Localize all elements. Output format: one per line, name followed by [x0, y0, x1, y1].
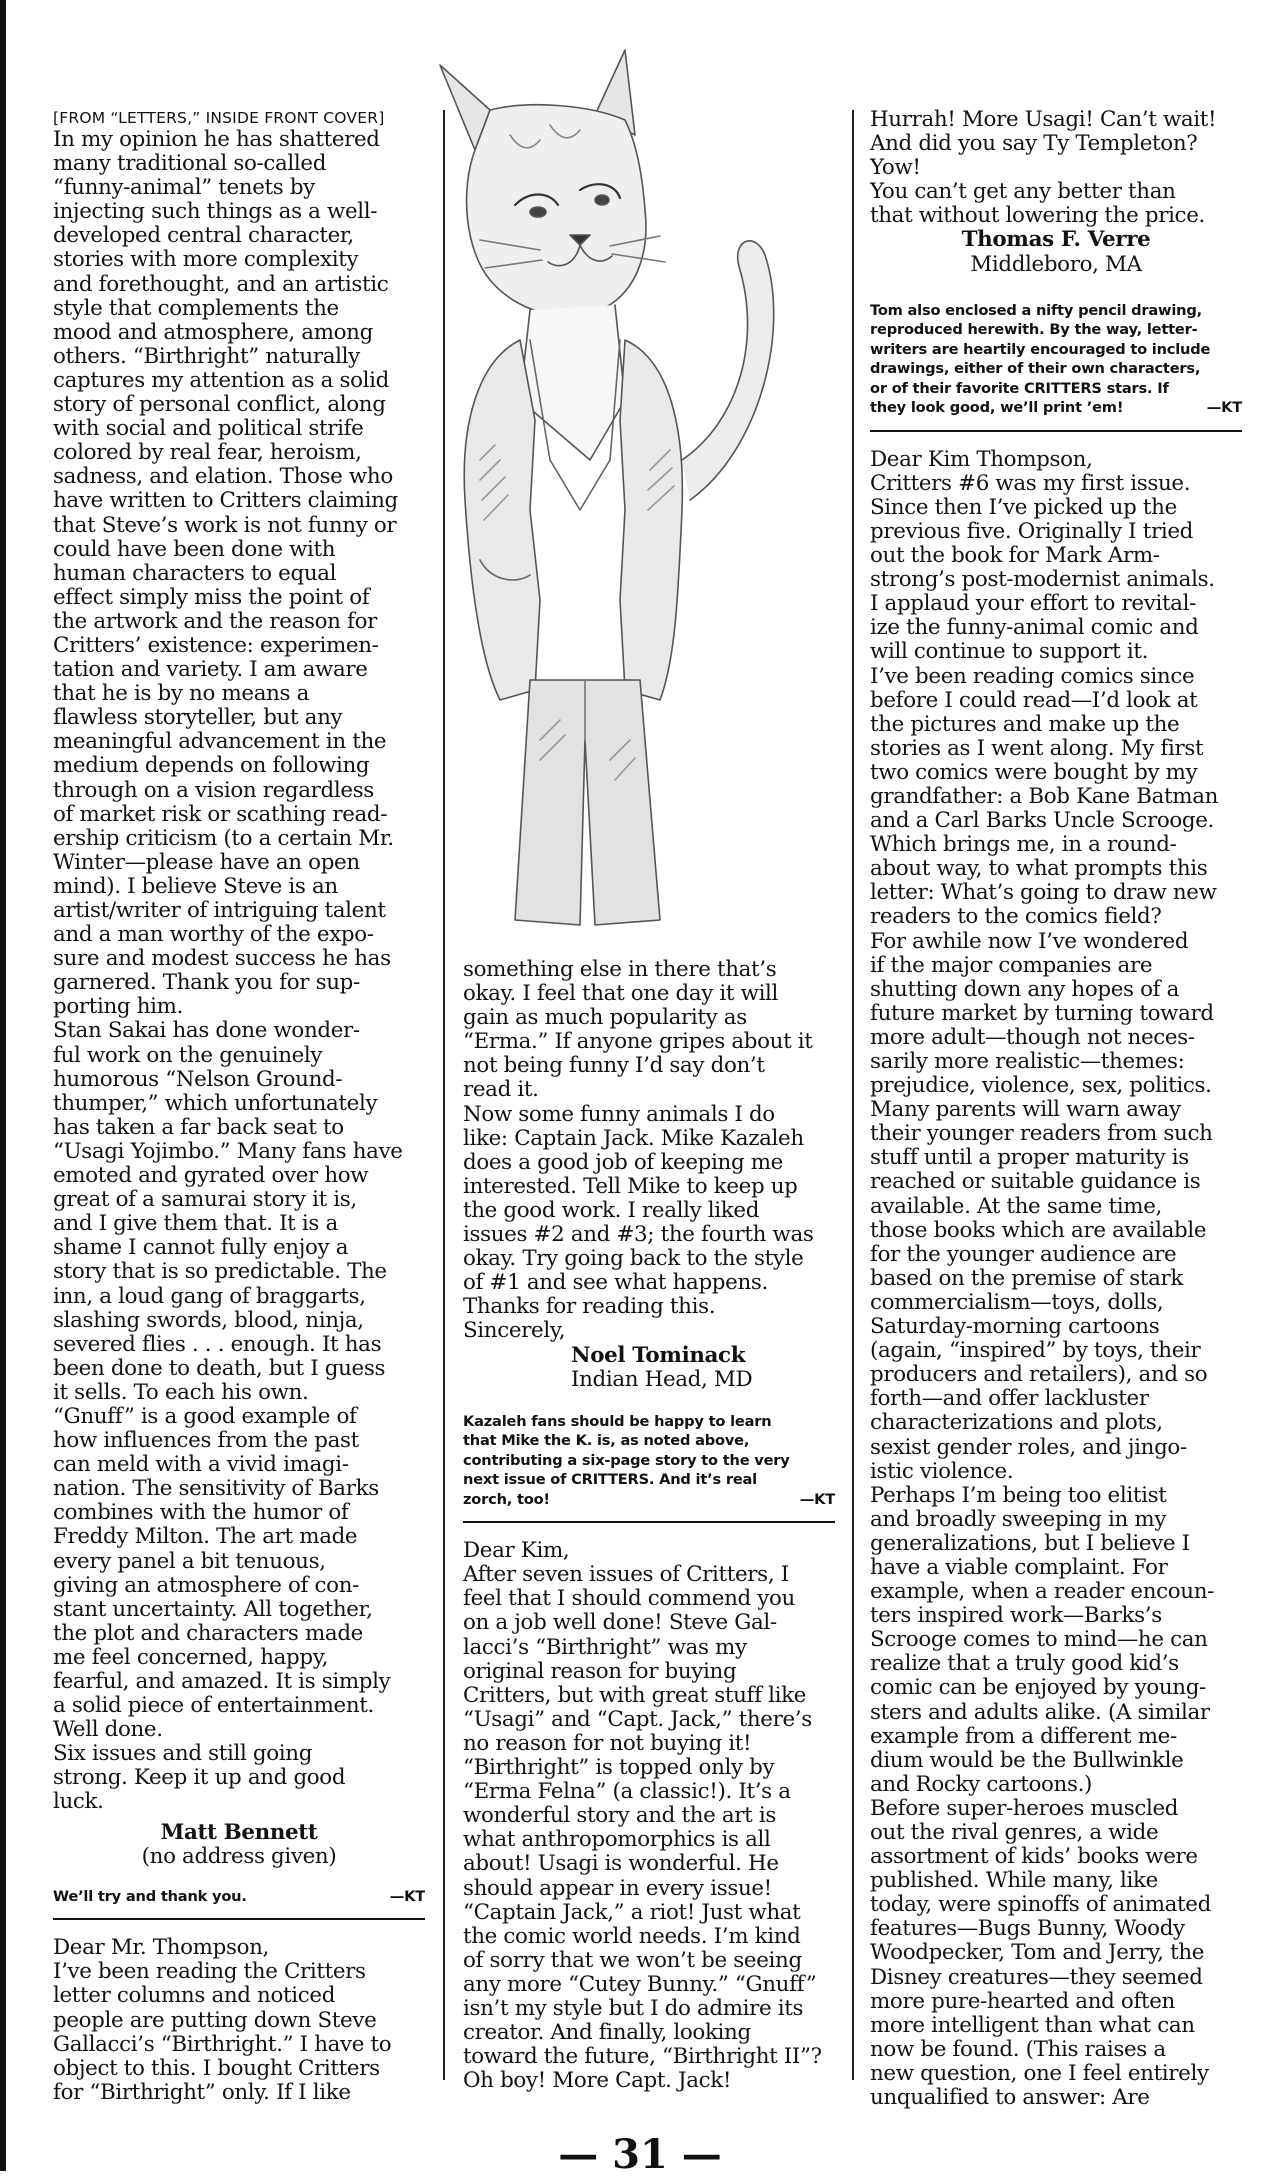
- text-line: and a Carl Barks Uncle Scrooge.: [870, 808, 1214, 834]
- text-line: After seven issues of Critters, I: [463, 1562, 789, 1588]
- text-line: it sells. To each his own.: [53, 1379, 309, 1405]
- text-line: forth—and offer lackluster: [870, 1386, 1149, 1412]
- text-line: interested. Tell Mike to keep up: [463, 1173, 798, 1199]
- text-line: Disney creatures—they seemed: [870, 1964, 1203, 1990]
- text-line: humorous “Nelson Ground-: [53, 1066, 343, 1092]
- text-line: for the younger audience are: [870, 1241, 1177, 1267]
- text-line: Kazaleh fans should be happy to learn: [463, 1412, 772, 1430]
- text-line: Which brings me, in a round-: [870, 832, 1177, 858]
- text-line: what anthropomorphics is all: [463, 1827, 771, 1853]
- middle-column: [463, 958, 835, 2093]
- text-line: of market risk or scathing read-: [53, 801, 388, 827]
- text-line: Critters’ existence: experimen-: [53, 632, 379, 658]
- text-line: strong’s post-modernist animals.: [870, 567, 1215, 593]
- text-line: should appear in every issue!: [463, 1875, 772, 1901]
- text-line: human characters to equal: [53, 560, 337, 586]
- text-line: has taken a far back seat to: [53, 1114, 344, 1140]
- text-line: before I could read—I’d look at: [870, 687, 1198, 713]
- letter-signature: Thomas F. Verre: [961, 227, 1151, 253]
- text-line: combines with the humor of: [53, 1500, 349, 1526]
- text-line: creator. And finally, looking: [463, 2020, 751, 2046]
- text-line: new question, one I feel entirely: [870, 2060, 1209, 2086]
- text-line: generalizations, but I believe I: [870, 1530, 1190, 1556]
- text-line: “Erma Felna” (a classic!). It’s a: [463, 1779, 791, 1805]
- text-line: can meld with a vivid imagi-: [53, 1452, 349, 1478]
- text-line: Now some funny animals I do: [463, 1101, 775, 1127]
- text-line: assortment of kids’ books were: [870, 1844, 1198, 1870]
- text-line: effect simply miss the point of: [53, 584, 370, 610]
- text-line: “Erma.” If anyone gripes about it: [463, 1029, 813, 1055]
- text-line: And did you say Ty Templeton?: [870, 131, 1198, 157]
- text-line: that without lowering the price.: [870, 203, 1205, 229]
- editor-initials: —KT: [1206, 399, 1242, 417]
- text-line: and I give them that. It is a: [53, 1211, 338, 1237]
- text-line: reached or suitable guidance is: [870, 1169, 1201, 1195]
- text-line: comic can be enjoyed by young-: [870, 1675, 1206, 1701]
- text-line: today, were spinoffs of animated: [870, 1892, 1211, 1918]
- text-line: meaningful advancement in the: [53, 729, 387, 755]
- text-line: giving an atmosphere of con-: [53, 1572, 360, 1598]
- text-line: Hurrah! More Usagi! Can’t wait!: [870, 107, 1217, 132]
- text-line: Yow!: [870, 155, 921, 181]
- text-line: mood and atmosphere, among: [53, 319, 373, 345]
- text-line: letter: What’s going to draw new: [870, 880, 1217, 906]
- text-line: like: Captain Jack. Mike Kazaleh: [463, 1125, 804, 1151]
- text-line: sadness, and elation. Those who: [53, 464, 393, 490]
- cat-illustration: [420, 40, 860, 940]
- text-line: issues #2 and #3; the fourth was: [463, 1222, 814, 1248]
- text-line: based on the premise of stark: [870, 1265, 1183, 1291]
- text-line: inn, a loud gang of braggarts,: [53, 1283, 366, 1309]
- text-line: and a man worthy of the expo-: [53, 922, 374, 948]
- text-line: realize that a truly good kid’s: [870, 1651, 1179, 1677]
- text-line: shame I cannot fully enjoy a: [53, 1235, 349, 1261]
- text-line: readers to the comics field?: [870, 904, 1162, 930]
- text-line: reproduced herewith. By the way, letter-: [870, 321, 1198, 339]
- text-line: okay. I feel that one day it will: [463, 981, 779, 1007]
- text-line: luck.: [53, 1789, 104, 1815]
- left-column: [53, 108, 425, 2105]
- text-line: Woodpecker, Tom and Jerry, the: [870, 1940, 1205, 1966]
- text-line: In my opinion he has shattered: [53, 127, 380, 152]
- text-line: shutting down any hopes of a: [870, 976, 1180, 1002]
- text-line: grandfather: a Bob Kane Batman: [870, 783, 1219, 809]
- text-line: previous five. Originally I tried: [870, 518, 1193, 544]
- continued-from-header: [FROM “LETTERS,” INSIDE FRONT COVER]: [53, 109, 385, 127]
- text-line: “Usagi” and “Capt. Jack,” there’s: [463, 1706, 812, 1732]
- text-line: that Mike the K. is, as noted above,: [463, 1432, 750, 1450]
- text-line: tation and variety. I am aware: [53, 657, 368, 683]
- text-line: Many parents will warn away: [870, 1097, 1181, 1123]
- text-line: Tom also enclosed a nifty pencil drawing,: [870, 301, 1202, 319]
- text-line: and forethought, and an artistic: [53, 271, 389, 297]
- text-line: or of their favorite CRITTERS stars. If: [870, 379, 1169, 397]
- text-line: for “Birthright” only. If I like: [53, 2079, 351, 2105]
- text-line: the artwork and the reason for: [53, 608, 378, 634]
- text-line: Saturday-morning cartoons: [870, 1314, 1160, 1340]
- text-line: producers and retailers), and so: [870, 1362, 1208, 1388]
- text-line: every panel a bit tenuous,: [53, 1548, 326, 1574]
- editor-reply: [53, 1887, 425, 1907]
- text-line: medium depends on following: [53, 753, 370, 779]
- text-line: next issue of CRITTERS. And it’s real: [463, 1471, 757, 1489]
- text-line: colored by real fear, heroism,: [53, 440, 362, 466]
- text-line: on a job well done! Steve Gal-: [463, 1610, 777, 1636]
- text-line: mind). I believe Steve is an: [53, 873, 338, 899]
- text-line: sters and adults alike. (A similar: [870, 1699, 1210, 1725]
- letter-body: [53, 1936, 425, 2105]
- cat-in-suit-pencil-drawing-icon: [440, 50, 774, 925]
- text-line: commercialism—toys, dolls,: [870, 1289, 1164, 1315]
- text-line: features—Bugs Bunny, Woody: [870, 1916, 1185, 1942]
- column-rule-right: [852, 110, 854, 2080]
- text-line: Freddy Milton. The art made: [53, 1524, 358, 1550]
- text-line: I’ve been reading the Critters: [53, 1959, 366, 1985]
- text-line: wonderful story and the art is: [463, 1803, 776, 1829]
- text-line: gain as much popularity as: [463, 1005, 747, 1031]
- text-line: stant uncertainty. All together,: [53, 1596, 373, 1622]
- text-line: great of a samurai story it is,: [53, 1187, 357, 1213]
- column-rule-left: [443, 110, 445, 2080]
- text-line: Dear Kim Thompson,: [870, 446, 1093, 472]
- text-line: emoted and gyrated over how: [53, 1163, 369, 1189]
- text-line: with social and political strife: [53, 416, 364, 442]
- text-line: those books which are available: [870, 1217, 1207, 1243]
- text-line: original reason for buying: [463, 1658, 737, 1684]
- text-line: their younger readers from such: [870, 1121, 1213, 1147]
- text-line: okay. Try going back to the style: [463, 1246, 804, 1272]
- text-line: “Birthright” is topped only by: [463, 1755, 775, 1781]
- letter-body: [53, 128, 425, 1815]
- letter-signature: Noel Tominack: [571, 1342, 746, 1368]
- text-line: toward the future, “Birthright II”?: [463, 2044, 822, 2070]
- text-line: zorch, too!: [463, 1490, 550, 1508]
- text-line: example from a different me-: [870, 1723, 1177, 1749]
- text-line: developed central character,: [53, 223, 354, 249]
- text-line: have a viable complaint. For: [870, 1554, 1168, 1580]
- text-line: “Gnuff” is a good example of: [53, 1403, 357, 1429]
- text-line: available. At the same time,: [870, 1193, 1162, 1219]
- text-line: captures my attention as a solid: [53, 367, 390, 393]
- text-line: ful work on the genuinely: [53, 1042, 323, 1068]
- text-line: out the rival genres, a wide: [870, 1820, 1159, 1845]
- letter-address: (no address given): [141, 1843, 337, 1869]
- text-line: more adult—though not neces-: [870, 1024, 1195, 1050]
- letter-body: [870, 448, 1242, 2110]
- text-line: isn’t my style but I do admire its: [463, 1995, 804, 2021]
- text-line: that Steve’s work is not funny or: [53, 512, 397, 538]
- text-line: Winter—please have an open: [53, 849, 360, 875]
- text-line: the comic world needs. I’m kind: [463, 1923, 801, 1949]
- text-line: story of personal conflict, along: [53, 392, 386, 418]
- text-line: object to this. I bought Critters: [53, 2055, 380, 2081]
- text-line: stuff until a proper maturity is: [870, 1145, 1189, 1171]
- text-line: unqualified to answer: Are: [870, 2085, 1150, 2111]
- text-line: artist/writer of intriguing talent: [53, 898, 386, 923]
- text-line: stories with more complexity: [53, 247, 359, 273]
- text-line: drawings, either of their own characters,: [870, 360, 1201, 378]
- text-line: about way, to what prompts this: [870, 856, 1208, 882]
- text-line: story that is so predictable. The: [53, 1259, 387, 1285]
- text-line: Since then I’ve picked up the: [870, 494, 1177, 520]
- text-line: Critters #6 was my first issue.: [870, 470, 1191, 496]
- text-line: Before super-heroes muscled: [870, 1795, 1179, 1821]
- text-line: nation. The sensitivity of Barks: [53, 1476, 379, 1502]
- page-edge: [0, 0, 6, 2171]
- text-line: Thanks for reading this.: [463, 1294, 716, 1320]
- text-line: people are putting down Steve: [53, 2007, 377, 2033]
- letter-body: [463, 1539, 835, 2093]
- text-line: slashing swords, blood, ninja,: [53, 1307, 364, 1333]
- text-line: and broadly sweeping in my: [870, 1506, 1167, 1532]
- text-line: ership criticism (to a certain Mr.: [53, 825, 394, 851]
- editor-reply-text: We’ll try and thank you.: [53, 1887, 247, 1905]
- text-line: Stan Sakai has done wonder-: [53, 1018, 360, 1044]
- text-line: about! Usagi is wonderful. He: [463, 1851, 779, 1877]
- text-line: Oh boy! More Capt. Jack!: [463, 2068, 732, 2094]
- text-line: Sincerely,: [463, 1318, 566, 1344]
- editor-initials: —KT: [799, 1490, 835, 1508]
- text-line: strong. Keep it up and good: [53, 1765, 346, 1791]
- text-line: any more “Cutey Bunny.” “Gnuff”: [463, 1971, 817, 1997]
- text-line: more intelligent than what can: [870, 2012, 1195, 2038]
- text-line: feel that I should commend you: [463, 1586, 795, 1612]
- text-line: more pure-hearted and often: [870, 1988, 1175, 2014]
- text-line: “funny-animal” tenets by: [53, 175, 315, 201]
- letter-body: [463, 958, 835, 1344]
- text-line: example, when a reader encoun-: [870, 1579, 1215, 1605]
- text-line: severed flies . . . enough. It has: [53, 1331, 382, 1357]
- text-line: out the book for Mark Arm-: [870, 543, 1160, 569]
- text-line: if the major companies are: [870, 952, 1153, 978]
- text-line: stories as I went along. My first: [870, 735, 1204, 761]
- text-line: letter columns and noticed: [53, 1983, 336, 2009]
- text-line: they look good, we’ll print ’em!: [870, 399, 1124, 417]
- text-line: fearful, and amazed. It is simply: [53, 1669, 391, 1694]
- text-line: I applaud your effort to revital-: [870, 591, 1196, 617]
- text-line: the pictures and make up the: [870, 711, 1180, 737]
- text-line: lacci’s “Birthright” was my: [463, 1634, 747, 1660]
- text-line: style that complements the: [53, 295, 339, 321]
- text-line: Dear Kim,: [463, 1538, 570, 1564]
- text-line: something else in there that’s: [463, 957, 777, 982]
- text-line: porting him.: [53, 994, 184, 1020]
- text-line: published. While many, like: [870, 1868, 1158, 1894]
- text-line: garnered. Thank you for sup-: [53, 970, 360, 996]
- text-line: others. “Birthright” naturally: [53, 343, 360, 369]
- editor-reply: [870, 301, 1242, 418]
- text-line: through on a vision regardless: [53, 777, 374, 803]
- text-line: You can’t get any better than: [870, 179, 1176, 205]
- text-line: of #1 and see what happens.: [463, 1270, 768, 1296]
- text-line: characterizations and plots,: [870, 1410, 1163, 1436]
- text-line: contributing a six-page story to the very: [463, 1451, 790, 1469]
- text-line: many traditional so-called: [53, 151, 327, 177]
- text-line: of sorry that we won’t be seeing: [463, 1947, 802, 1973]
- text-line: sure and modest success he has: [53, 946, 391, 972]
- text-line: have written to Critters claiming: [53, 488, 398, 514]
- text-line: not being funny I’d say don’t: [463, 1053, 765, 1079]
- text-line: read it.: [463, 1077, 539, 1103]
- text-line: sexist gender roles, and jingo-: [870, 1434, 1187, 1460]
- page-number: — 31 —: [558, 2131, 722, 2178]
- text-line: For awhile now I’ve wondered: [870, 928, 1189, 954]
- text-line: Scrooge comes to mind—he can: [870, 1627, 1208, 1653]
- text-line: “Captain Jack,” a riot! Just what: [463, 1899, 801, 1925]
- editor-reply-text: [463, 1412, 835, 1510]
- text-line: (again, “inspired” by toys, their: [870, 1338, 1201, 1364]
- text-line: Six issues and still going: [53, 1741, 313, 1767]
- text-line: will continue to support it.: [870, 639, 1149, 665]
- text-line: Gallacci’s “Birthright.” I have to: [53, 2031, 392, 2057]
- letter-address: Middleboro, MA: [970, 251, 1142, 277]
- text-line: I’ve been reading comics since: [870, 663, 1195, 689]
- text-line: “Usagi Yojimbo.” Many fans have: [53, 1138, 403, 1164]
- text-line: could have been done with: [53, 536, 336, 562]
- letter-body: [870, 108, 1242, 228]
- text-line: does a good job of keeping me: [463, 1149, 783, 1175]
- text-line: the plot and characters made: [53, 1620, 363, 1646]
- text-line: Well done.: [53, 1717, 163, 1743]
- text-line: flawless storyteller, but any: [53, 705, 343, 731]
- text-line: prejudice, violence, sex, politics.: [870, 1073, 1212, 1099]
- text-line: thumper,” which unfortunately: [53, 1090, 378, 1116]
- text-line: injecting such things as a well-: [53, 199, 378, 225]
- text-line: writers are heartily encouraged to include: [870, 340, 1211, 358]
- text-line: sarily more realistic—themes:: [870, 1049, 1185, 1074]
- text-line: and Rocky cartoons.): [870, 1771, 1093, 1797]
- text-line: the good work. I really liked: [463, 1197, 760, 1223]
- letter-signature: Matt Bennett: [160, 1819, 318, 1845]
- letter-address: Indian Head, MD: [571, 1366, 753, 1392]
- text-line: me feel concerned, happy,: [53, 1644, 329, 1670]
- text-line: Dear Mr. Thompson,: [53, 1935, 269, 1961]
- text-line: two comics were bought by my: [870, 759, 1198, 785]
- editor-reply-text: [870, 301, 1242, 418]
- text-line: a solid piece of entertainment.: [53, 1693, 374, 1719]
- text-line: that he is by no means a: [53, 681, 310, 707]
- editor-initials: —KT: [389, 1887, 425, 1905]
- text-line: future market by turning toward: [870, 1000, 1214, 1026]
- text-line: been done to death, but I guess: [53, 1355, 386, 1381]
- text-line: no reason for not buying it!: [463, 1730, 752, 1756]
- text-line: Critters, but with great stuff like: [463, 1682, 807, 1708]
- text-line: ters inspired work—Barks’s: [870, 1603, 1162, 1629]
- text-line: now be found. (This raises a: [870, 2036, 1166, 2062]
- text-line: dium would be the Bullwinkle: [870, 1747, 1184, 1773]
- text-line: Perhaps I’m being too elitist: [870, 1482, 1167, 1508]
- editor-reply: [463, 1412, 835, 1510]
- text-line: istic violence.: [870, 1458, 1014, 1484]
- right-column: [870, 108, 1242, 2110]
- text-line: how influences from the past: [53, 1428, 359, 1454]
- text-line: ize the funny-animal comic and: [870, 615, 1199, 641]
